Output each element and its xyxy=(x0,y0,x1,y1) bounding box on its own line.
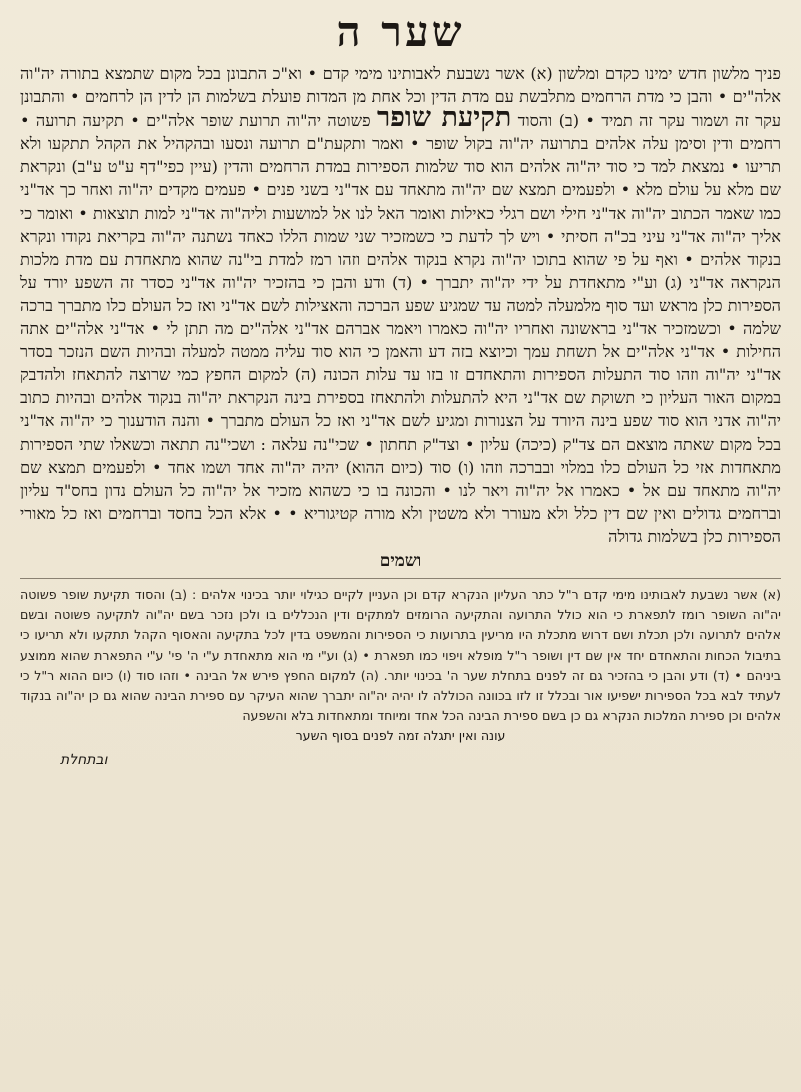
gate-title: שער ה xyxy=(336,7,465,56)
main-text-opening: פניך מלשון חדש ימינו כקדם ומלשון (א) אשר נשבעת לאבותינו מימי קדם • וא"כ התבונן בכל מקום שתמצא בתורה יה"וה אלה"ים • והבן כי מדת הרחמים מתלבשת עם מדת הדין וכל אחת מן המדות פועלת בשלמות הן לדין הן לרחמים • והתבונן עקר זה ושמור עקר זה תמיד • (ב) והסוד xyxy=(20,64,781,131)
highlight-title: תקיעת שופר xyxy=(376,102,512,134)
footnotes-end: עונה ואין יתגלה זמה לפנים בסוף השער xyxy=(295,728,506,744)
footnotes: (א) אשר נשבעת לאבותינו מימי קדם ר"ל כתר העליון הנקרא קדם וכן העניין לקיים כגילוי יותר בכינוי אלהים : (ב) והסוד תקיעת שופר פשוטה יה"וה השופר רומז לתפארת כי הוא כולל התרועה והתקיעה הרומזים למתקים ודין הנכללים בו ולכן נזכר בשם יה"וה לתקיעה פשוטה ובשם אלהים לתרועה ולכן תכלת ושם דרוש מתכלת היו מריעין בתרועות כי הספירות והמשפט בדין לכל בתקיעה והאסוף הקהל תתקעו ולא תריעו כי בתיבול הכחות והתאחדם יחד אין שם דין ושופר ר"ל מופלא ויפוי כמו תפארת • (ג) וע"י מי הוא מתאחדת ע"י ה' פי' ע"י התפארת שהוא ממוצע ביניהם • (ד) ודע והבן כי בהזכיר גם זה לפנים בתחלת שער ה' בכינוי יותר. (ה) למקום החפץ פירש אל הבינה • וזהו סוד (ו) כיום ההוא ר"ל כי לעתיד לבא בכל הספירות ישפיעו אור ובכלל זו לזו בכוונה הכוללה לו יהיה יה"וה יתברך שהוא העיקר עם ספירת הבינה שהוא גם כן יה"וה בנקוד אלהים וכן ספירת המלכות הנקרא גם כן בשם ספירת הבינה הכל אחד ומיוחד ומתאחדות בלא והשפעה xyxy=(20,586,781,724)
main-text-body: פשוטה יה"וה תרועת שופר אלה"ים • תקיעה תרועה • רחמים ודין וסימן עלה אלהים בתרועה יה"וה בקול שופר • ואמר ותקעת"ם תרועה ונסעו ובהקהיל את הקהל תתקעו ולא תריעו • נמצאת למד כי סוד יה"וה אלהים הוא סוד שלמות הספירות במדת הרחמים והדין (עיין כפי"דף ע"ט ע"ב) ונקראת שם מלא על עולם מלא • ולפעמים תמצא שם יה"וה מתאחד עם אד"ני בשני פנים • פעמים מקדים יה"וה ואחר כך אד"ני כמו שאמר הכתוב יה"וה אד"ני חילי ושם רגלי כאילות ואומר האל לנו אל למושעות וליה"וה אד"ני למות תוצאות • ואומר כי אליך יה"וה אד"ני עיני בכ"ה חסיתי • ויש לך לדעת כי כשמזכיר שני שמות הללו כאחד נשתנה יה"וה בקריאת נקודו ונקרא בנקוד אלהים • ואף על פי שהוא בתוכו יה"וה נקרא בנקוד אלהים וזהו רמז למדת בי"נה שהוא מתאחדת עם מדת מלכות הנקראה אד"ני (ג) וע"י מתאחדת על ידי יה"וה יתברך • (ד) ודע והבן כי בהזכיר יה"וה אד"ני כסדר זה השפע יורד על הספירות כלן מראש ועד סוף מלמעלה למטה עד שמגיע שפע הברכה והאצילות לשם אד"ני ואז כל העולם כלו מתברך ברכה שלמה • וכשמזכיר אד"ני בראשונה ואחריו יה"וה כאמרו ויאמר אברהם אד"ני אלה"ים מה תתן לי • אד"ני אלה"ים אתה החילות • אד"ני אלה"ים אל תשחת עמך וכיוצא בזה דע והאמן כי הוא סוד עליה ממטה למעלה ובהיות השם הנזכר בסדר אד"ני יה"וה וזהו סוד התעלות הספירות והתאחדם זו בזו עד עלות הכונה (ה) למקום החפץ כמי שרוצה להתאחז ולהדבק במקום האור העליון כי תשוקת שם אד"ני היא להתעלות ולהתאחז בספירת בינה הנקראת יה"וה בנקוד אלהים ובהיות כתוב יה"וה אדני הוא סוד שפע בינה היורד על הצנורות ומגיע לשם אד"ני ואז כל העולם מתברך • והנה הודענוך כי יה"וה אד"ני בכל מקום שאתה מוצאם הם צד"ק (כיכה) עליון • וצד"ק תחתון • שכי"נה עלאה : ושכי"נה תתאה וכשאלו שתי הספירות מתאחדות אזי כל העולם כלו במלוי ובברכה וזהו (ו) סוד (כיום ההוא) יהיה יה"וה אחד ושמו אחד • ולפעמים תמצא שם יה"וה מתאחד עם אל • כאמרו אל יה"וה ויאר לנו • והכונה בו כי כשהוא מזכיר אל יה"וה כל העולם נדון בחס"ד עליון וברחמים גדולים ואין שם דין כלל ולא מעורר ולא משטין ולא מורה קטיגוריא • • אלא הכל בחסד וברחמים ואז כל מאורי הספירות כלן בשלמות גדולה xyxy=(20,111,781,546)
main-text xyxy=(20,62,781,548)
closing-words: ושמים xyxy=(379,550,422,571)
catchword: ובתחלת xyxy=(60,752,108,769)
divider xyxy=(20,578,781,579)
